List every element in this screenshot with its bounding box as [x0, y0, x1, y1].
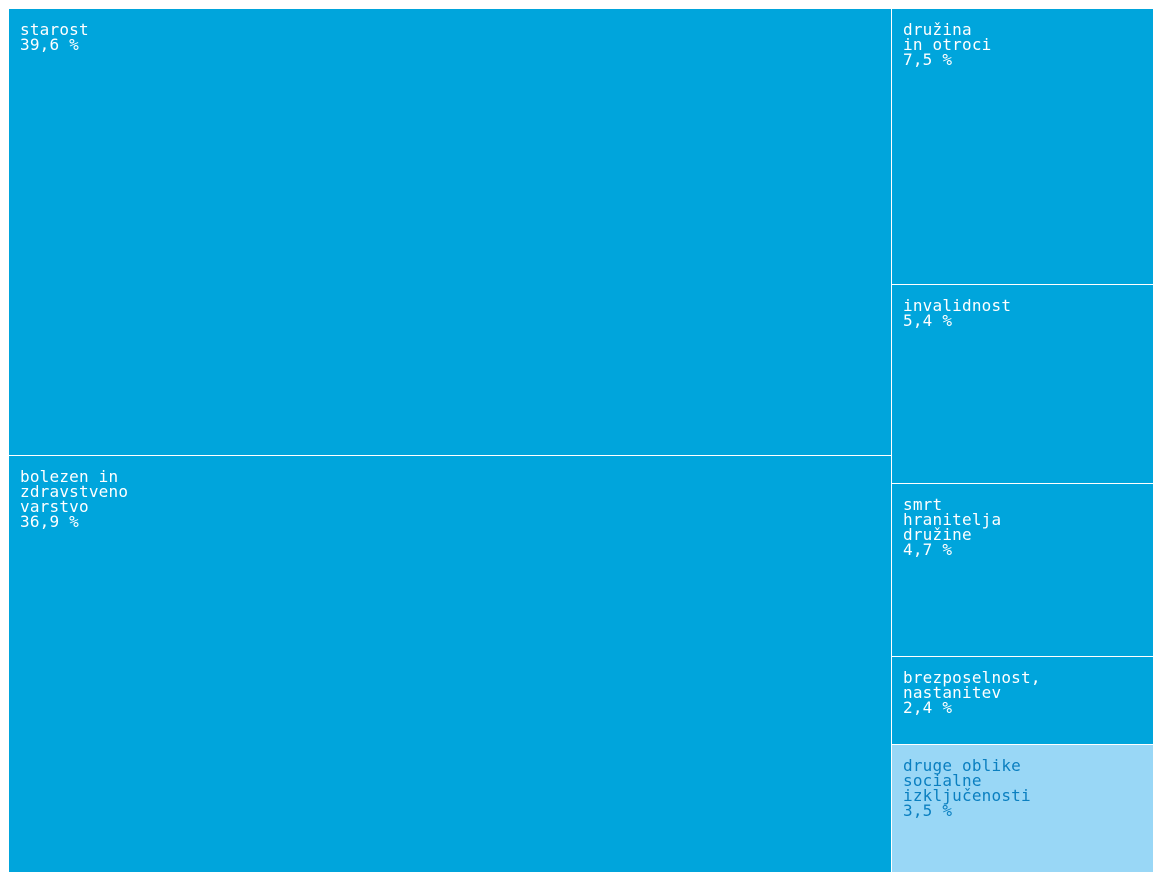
tile-value-label: 4,7 % — [903, 540, 953, 559]
treemap-tile — [892, 657, 1153, 744]
tile-label — [20, 469, 128, 529]
tile-category-label: bolezen in zdravstveno varstvo — [20, 467, 129, 516]
tile-category-label: starost — [20, 20, 89, 39]
tile-value-label: 2,4 % — [903, 698, 953, 717]
tile-category-label: brezposelnost, nastanitev — [903, 668, 1041, 702]
treemap-tile — [892, 484, 1153, 656]
tile-label — [20, 22, 89, 52]
tile-category-label: druge oblike socialne izključenosti — [903, 756, 1031, 805]
tile-category-label: družina in otroci — [903, 20, 992, 54]
treemap-tile — [892, 745, 1153, 872]
treemap-tile — [892, 285, 1153, 483]
tile-label — [903, 670, 1041, 715]
tile-label — [903, 497, 1001, 557]
tile-label — [903, 298, 1011, 328]
tile-label — [903, 22, 992, 67]
tile-value-label: 36,9 % — [20, 512, 79, 531]
tile-value-label: 3,5 % — [903, 801, 953, 820]
tile-value-label: 7,5 % — [903, 50, 953, 69]
tile-category-label: invalidnost — [903, 296, 1012, 315]
tile-value-label: 5,4 % — [903, 311, 953, 330]
treemap-tile — [9, 9, 891, 455]
tile-label — [903, 758, 1031, 818]
treemap-tile — [892, 9, 1153, 284]
treemap-tile — [9, 456, 891, 872]
tile-category-label: smrt hranitelja družine — [903, 495, 1002, 544]
tile-value-label: 39,6 % — [20, 35, 79, 54]
